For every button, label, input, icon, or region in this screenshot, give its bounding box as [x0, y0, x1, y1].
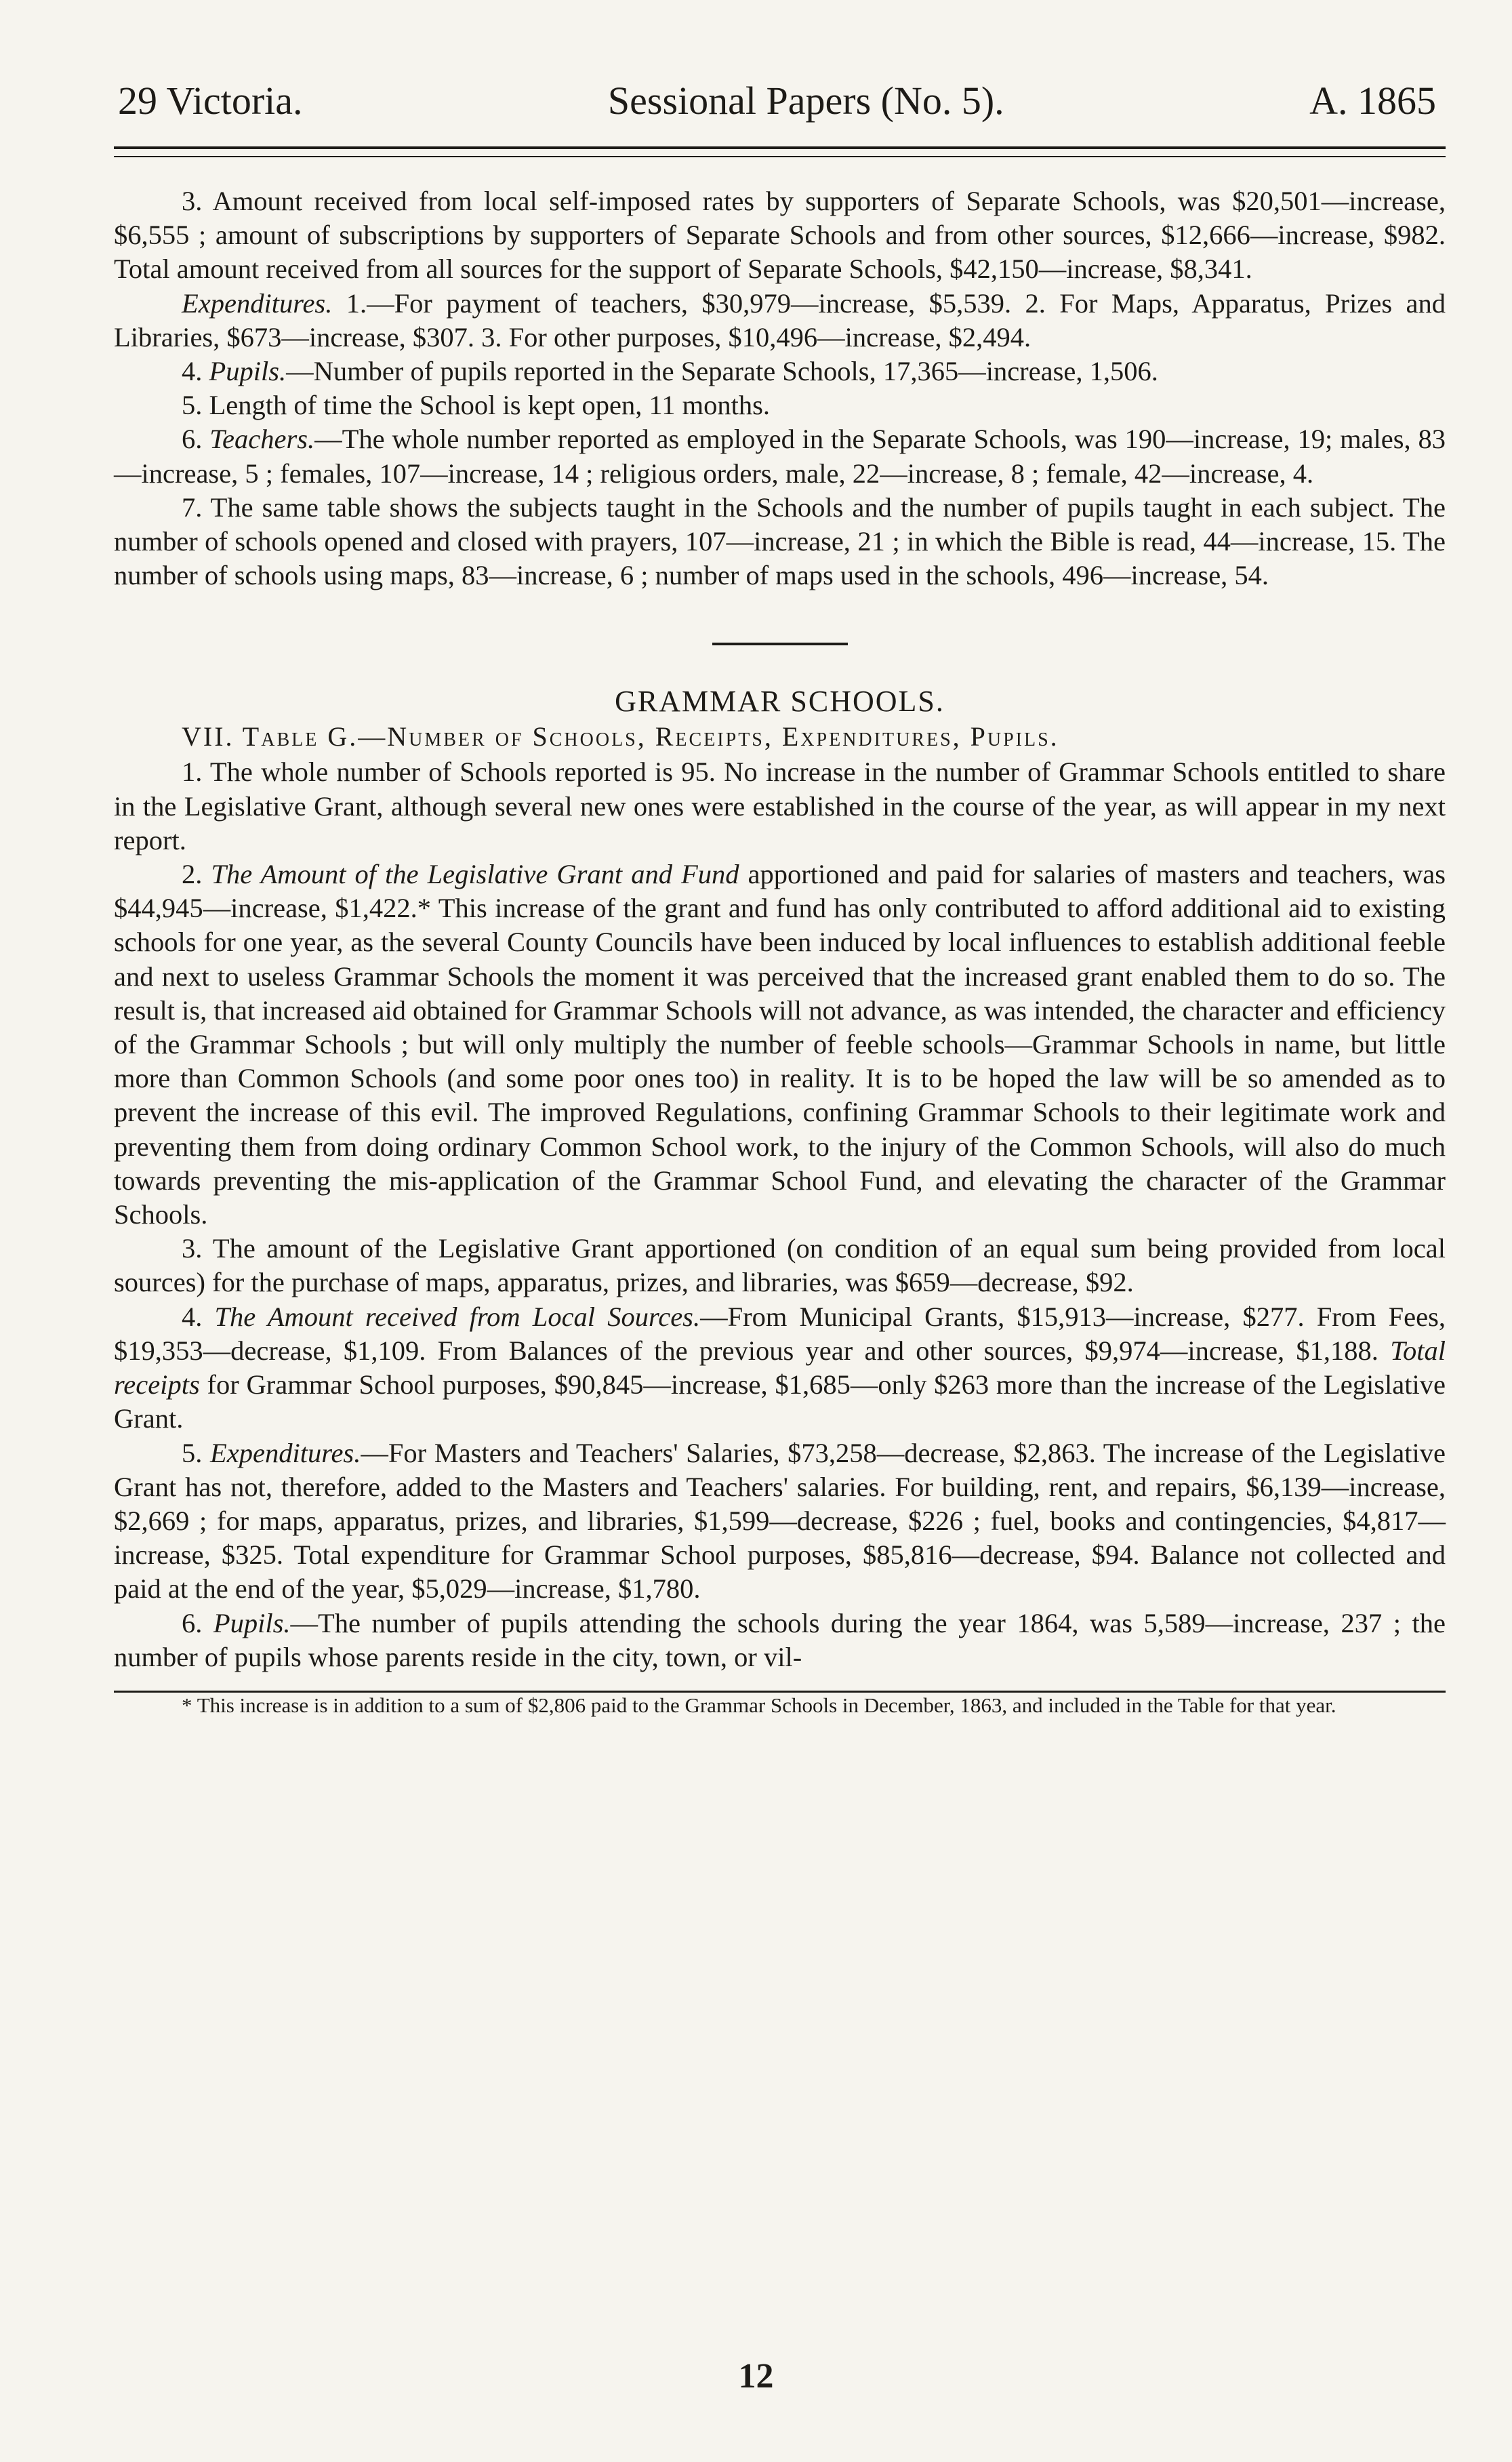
- gp4-text: —From Municipal Grants, $15,913—increase, $277. From Fees, $19,353—decrease, $1,109. From Balances of the previous year and other sources, $9,974—increase, $1,188.: [114, 1301, 1446, 1366]
- separate-schools-paragraph-4: [114, 355, 1446, 388]
- grammar-paragraph-1: 1. The whole number of Schools reported is 95. No increase in the number of Grammar Schools entitled to share in the Legislative Grant, although several new ones were established in the course of the year, as will appear in my next report.: [114, 756, 1446, 855]
- expenditures-text: 1.—For payment of teachers, $30,979—increase, $5,539. 2. For Maps, Apparatus, Prizes and Libraries, $673—increase, $307. 3. For other purposes, $10,496—increase, $2,494.: [114, 287, 1446, 352]
- gp6-number: 6.: [182, 1607, 213, 1638]
- table-heading: VII. Table G.—Number of Schools, Receipts, Expenditures, Pupils.: [182, 721, 1059, 752]
- p6-label: Teachers.: [209, 424, 315, 455]
- header-volume: 29 Victoria.: [118, 79, 303, 123]
- gp5-text: —For Masters and Teachers' Salaries, $73,258—decrease, $2,863. The increase of the Legislative Grant has not, therefore, added to the Masters and Teachers' salaries. For building, rent, and repairs, $6,139—increase, $2,669 ; for maps, apparatus, prizes, and libraries, $1,599—decrease, $226 ; fuel, books and contingencies, $4,817—increase, $325. Total expenditure for Grammar School purposes, $85,816—decrease, $94. Balance not collected and paid at the end of the year, $5,029—increase, $1,780.: [114, 1437, 1446, 1605]
- separate-schools-paragraph-6: [114, 422, 1446, 490]
- p6-text: —The whole number reported as employed in the Separate Schools, was 190—increase, 19; males, 83—increase, 5 ; females, 107—increase, 14 ; religious orders, male, 22—increase, 8 ; female, 42—increase, 4.: [114, 424, 1446, 489]
- separate-schools-paragraph-7: 7. The same table shows the subjects taught in the Schools and the number of pupils taught in each subject. The number of schools opened and closed with prayers, 107—increase, 21 ; in which the Bible is read, 44—increase, 15. The number of schools using maps, 83—increase, 6 ; number of maps used in the schools, 496—increase, 54.: [114, 491, 1446, 591]
- gp4-label-2: Total receipts: [114, 1335, 1446, 1400]
- gp4-number: 4.: [182, 1301, 215, 1332]
- section-title: GRAMMAR SCHOOLS.: [615, 685, 945, 719]
- gp6-text: —The number of pupils attending the schools during the year 1864, was 5,589—increase, 237 ; the number of pupils whose parents reside in the city, town, or vil-: [114, 1607, 1446, 1672]
- running-header: [114, 81, 1446, 121]
- p6-number: 6.: [182, 424, 210, 455]
- p4-text: —Number of pupils reported in the Separate Schools, 17,365—increase, 1,506.: [286, 356, 1158, 387]
- grammar-paragraph-5: [114, 1436, 1446, 1607]
- header-series: Sessional Papers (No. 5).: [607, 79, 1004, 123]
- gp2-text: apportioned and paid for salaries of masters and teachers, was $44,945—increase, $1,422.* This increase of the grant and fund has only contributed to afford additional aid to existing schools for one year, as the several County Councils have been induced by local influences to establish additional feeble and next to useless Grammar Schools the moment it was perceived that the increased grant enabled them to do so. The result is, that increased aid obtained for Grammar Schools will not advance, as was intended, the character and efficiency of the Grammar Schools ; but will only multiply the number of feeble schools—Grammar Schools in name, but little more than Common Schools (and some poor ones too) in reality. It is to be hoped the law will be so amended as to prevent the increase of this evil. The improved Regulations, confining Grammar Schools to their legitimate work and preventing them from doing ordinary Common School work, to the injury of the Common Schools, will also do much towards preventing the mis-application of the Grammar School Fund, and elevating the character of the Grammar Schools.: [114, 859, 1446, 1230]
- gp5-label: Expenditures.: [210, 1437, 361, 1468]
- gp6-label: Pupils.: [213, 1607, 291, 1638]
- header-rule: [114, 146, 1446, 157]
- header-year: A. 1865: [1309, 79, 1436, 123]
- expenditures-label: Expenditures.: [182, 287, 333, 319]
- p4-number: 4.: [182, 356, 209, 387]
- gp2-number: 2.: [182, 859, 211, 890]
- separate-schools-expenditures: [114, 287, 1446, 355]
- grammar-paragraph-3: 3. The amount of the Legislative Grant apportioned (on condition of an equal sum being provided from local sources) for the purchase of maps, apparatus, prizes, and libraries, was $659—decrease, $92.: [114, 1233, 1446, 1298]
- gp5-number: 5.: [182, 1437, 210, 1468]
- gp4-label: The Amount received from Local Sources.: [214, 1301, 701, 1332]
- grammar-paragraph-4: [114, 1300, 1446, 1436]
- separate-schools-paragraph-3: 3. Amount received from local self-imposed rates by supporters of Separate Schools, was $20,501—increase, $6,555 ; amount of subscriptions by supporters of Separate Schools and from other sources, $12,666—increase, $982. Total amount received from all sources for the support of Separate Schools, $42,150—increase, $8,341.: [114, 186, 1446, 285]
- footnote: * This increase is in addition to a sum of $2,806 paid to the Grammar Schools in December, 1863, and included in the Table for that year.: [182, 1693, 1336, 1717]
- separate-schools-paragraph-5: 5. Length of time the School is kept open, 11 months.: [182, 390, 771, 421]
- gp4-text-2: for Grammar School purposes, $90,845—increase, $1,685—only $263 more than the increase of the Legislative Grant.: [114, 1369, 1446, 1434]
- gp2-label: The Amount of the Legislative Grant and Fund: [211, 859, 739, 890]
- body-text: [114, 184, 1446, 1718]
- page-number: 12: [738, 2357, 774, 2396]
- grammar-paragraph-6: [114, 1607, 1446, 1674]
- grammar-paragraph-2: [114, 857, 1446, 1232]
- p4-label: Pupils.: [209, 356, 287, 387]
- section-divider: [712, 643, 848, 645]
